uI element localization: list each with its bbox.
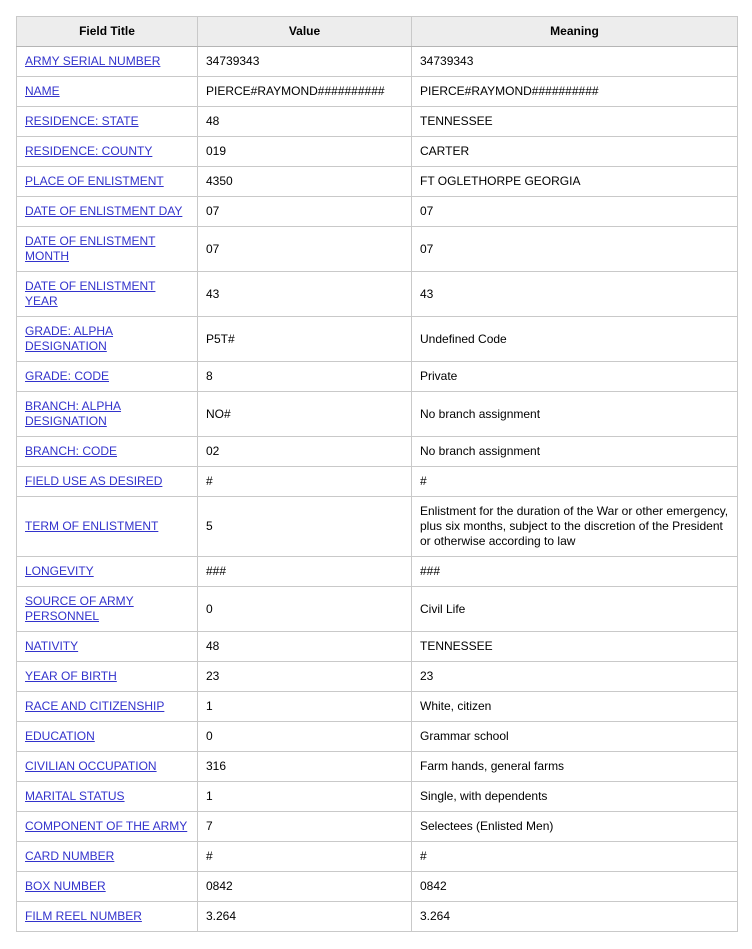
meaning-cell: 43 (412, 272, 738, 317)
field-title-link[interactable]: BRANCH: CODE (25, 444, 118, 458)
meaning-cell: PIERCE#RAYMOND########## (412, 77, 738, 107)
table-row (17, 197, 738, 227)
meaning-cell: Undefined Code (412, 317, 738, 362)
field-title-link[interactable]: FILM REEL NUMBER (25, 909, 142, 923)
value-cell: 316 (198, 752, 412, 782)
meaning-cell: TENNESSEE (412, 632, 738, 662)
value-cell: 019 (198, 137, 412, 167)
field-title-link[interactable]: RACE AND CITIZENSHIP (25, 699, 165, 713)
value-cell: 07 (198, 227, 412, 272)
field-title-link[interactable]: LONGEVITY (25, 564, 94, 578)
meaning-cell: 07 (412, 227, 738, 272)
field-title-cell (17, 872, 198, 902)
table-row (17, 782, 738, 812)
meaning-cell: 3.264 (412, 902, 738, 932)
table-row (17, 437, 738, 467)
meaning-cell: Farm hands, general farms (412, 752, 738, 782)
field-title-cell (17, 107, 198, 137)
field-title-cell (17, 137, 198, 167)
value-cell: 48 (198, 107, 412, 137)
field-title-cell (17, 47, 198, 77)
value-cell: ### (198, 557, 412, 587)
meaning-cell: No branch assignment (412, 437, 738, 467)
field-title-link[interactable]: PLACE OF ENLISTMENT (25, 174, 164, 188)
header-row (17, 17, 738, 47)
meaning-cell: Single, with dependents (412, 782, 738, 812)
meaning-cell: Private (412, 362, 738, 392)
value-cell: 5 (198, 497, 412, 557)
field-title-link[interactable]: ARMY SERIAL NUMBER (25, 54, 161, 68)
field-title-cell (17, 197, 198, 227)
value-cell: 7 (198, 812, 412, 842)
meaning-cell: 23 (412, 662, 738, 692)
field-title-cell (17, 662, 198, 692)
value-cell: 23 (198, 662, 412, 692)
field-title-cell (17, 392, 198, 437)
table-row (17, 587, 738, 632)
field-title-cell (17, 467, 198, 497)
field-title-link[interactable]: GRADE: CODE (25, 369, 110, 383)
table-row (17, 137, 738, 167)
field-title-cell (17, 842, 198, 872)
table-row (17, 167, 738, 197)
meaning-cell: 07 (412, 197, 738, 227)
field-title-cell (17, 632, 198, 662)
table-row (17, 722, 738, 752)
field-title-link[interactable]: RESIDENCE: COUNTY (25, 144, 153, 158)
field-title-link[interactable]: BOX NUMBER (25, 879, 106, 893)
table-row (17, 692, 738, 722)
meaning-cell: FT OGLETHORPE GEORGIA (412, 167, 738, 197)
record-table-body (17, 47, 738, 932)
value-cell: 4350 (198, 167, 412, 197)
column-header-meaning: Meaning (412, 17, 738, 47)
meaning-cell: Enlistment for the duration of the War or other emergency, plus six months, subject to the discretion of the President or otherwise according to law (412, 497, 738, 557)
table-row (17, 107, 738, 137)
field-title-cell (17, 362, 198, 392)
field-title-link[interactable]: BRANCH: ALPHA DESIGNATION (25, 399, 122, 428)
table-row (17, 662, 738, 692)
value-cell: 8 (198, 362, 412, 392)
meaning-cell: ### (412, 557, 738, 587)
table-row (17, 752, 738, 782)
table-row (17, 317, 738, 362)
field-title-link[interactable]: EDUCATION (25, 729, 95, 743)
value-cell: NO# (198, 392, 412, 437)
table-row (17, 392, 738, 437)
table-row (17, 872, 738, 902)
field-title-cell (17, 227, 198, 272)
value-cell: 0842 (198, 872, 412, 902)
field-title-link[interactable]: NATIVITY (25, 639, 79, 653)
field-title-cell (17, 497, 198, 557)
value-cell: # (198, 467, 412, 497)
field-title-link[interactable]: SOURCE OF ARMY PERSONNEL (25, 594, 134, 623)
table-row (17, 467, 738, 497)
meaning-cell: # (412, 467, 738, 497)
meaning-cell: Grammar school (412, 722, 738, 752)
table-row (17, 902, 738, 932)
table-row (17, 812, 738, 842)
field-title-cell (17, 272, 198, 317)
meaning-cell: White, citizen (412, 692, 738, 722)
table-row (17, 77, 738, 107)
value-cell: 0 (198, 587, 412, 632)
value-cell: PIERCE#RAYMOND########## (198, 77, 412, 107)
field-title-cell (17, 557, 198, 587)
table-row (17, 227, 738, 272)
value-cell: 34739343 (198, 47, 412, 77)
table-row (17, 47, 738, 77)
value-cell: 1 (198, 692, 412, 722)
column-header-value: Value (198, 17, 412, 47)
field-title-cell (17, 437, 198, 467)
field-title-link[interactable]: COMPONENT OF THE ARMY (25, 819, 188, 833)
meaning-cell: 34739343 (412, 47, 738, 77)
value-cell: # (198, 842, 412, 872)
field-title-cell (17, 782, 198, 812)
table-row (17, 842, 738, 872)
record-table (16, 16, 738, 932)
field-title-cell (17, 77, 198, 107)
field-title-link[interactable]: GRADE: ALPHA DESIGNATION (25, 324, 114, 353)
value-cell: 0 (198, 722, 412, 752)
field-title-link[interactable]: YEAR OF BIRTH (25, 669, 117, 683)
meaning-cell: Civil Life (412, 587, 738, 632)
field-title-link[interactable]: NAME (25, 84, 60, 98)
field-title-cell (17, 902, 198, 932)
meaning-cell: CARTER (412, 137, 738, 167)
field-title-cell (17, 692, 198, 722)
field-title-cell (17, 317, 198, 362)
field-title-cell (17, 752, 198, 782)
meaning-cell: No branch assignment (412, 392, 738, 437)
column-header-field-title: Field Title (17, 17, 198, 47)
meaning-cell: Selectees (Enlisted Men) (412, 812, 738, 842)
value-cell: 48 (198, 632, 412, 662)
field-title-link[interactable]: FIELD USE AS DESIRED (25, 474, 163, 488)
value-cell: 43 (198, 272, 412, 317)
field-title-cell (17, 587, 198, 632)
value-cell: 3.264 (198, 902, 412, 932)
meaning-cell: # (412, 842, 738, 872)
table-row (17, 497, 738, 557)
field-title-cell (17, 722, 198, 752)
field-title-link[interactable]: MARITAL STATUS (25, 789, 125, 803)
field-title-cell (17, 167, 198, 197)
field-title-link[interactable]: CIVILIAN OCCUPATION (25, 759, 157, 773)
value-cell: 1 (198, 782, 412, 812)
field-title-link[interactable]: DATE OF ENLISTMENT YEAR (25, 279, 156, 308)
record-table-header (17, 17, 738, 47)
meaning-cell: 0842 (412, 872, 738, 902)
field-title-link[interactable]: RESIDENCE: STATE (25, 114, 139, 128)
value-cell: 02 (198, 437, 412, 467)
table-row (17, 272, 738, 317)
table-row (17, 362, 738, 392)
value-cell: P5T# (198, 317, 412, 362)
field-title-link[interactable]: DATE OF ENLISTMENT DAY (25, 204, 183, 218)
value-cell: 07 (198, 197, 412, 227)
field-title-link[interactable]: CARD NUMBER (25, 849, 115, 863)
field-title-link[interactable]: TERM OF ENLISTMENT (25, 519, 159, 533)
table-row (17, 632, 738, 662)
field-title-cell (17, 812, 198, 842)
meaning-cell: TENNESSEE (412, 107, 738, 137)
table-row (17, 557, 738, 587)
field-title-link[interactable]: DATE OF ENLISTMENT MONTH (25, 234, 156, 263)
